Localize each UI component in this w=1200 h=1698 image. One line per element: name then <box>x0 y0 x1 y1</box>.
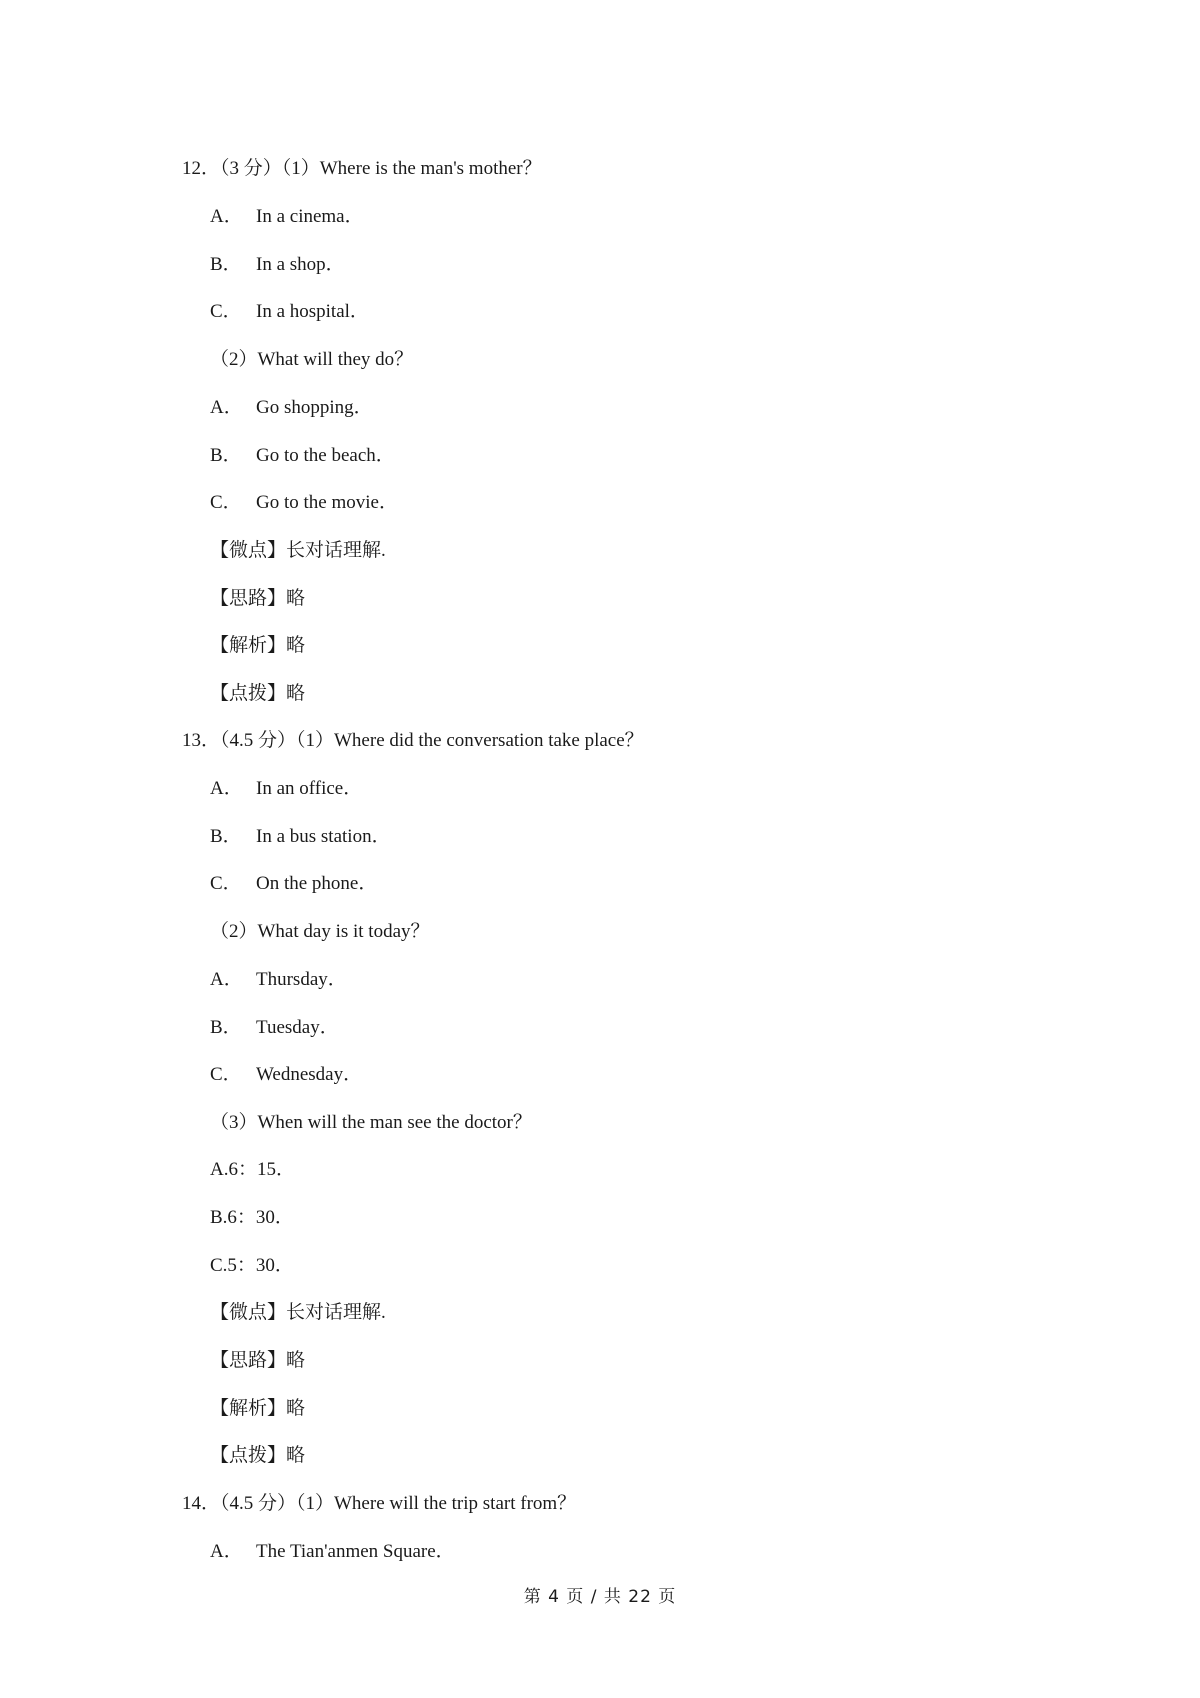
q12-weidian: 【微点】长对话理解. <box>210 540 386 561</box>
option-text: In a bus station． <box>256 826 391 847</box>
option-letter: A． <box>210 969 243 990</box>
option-letter: A． <box>210 206 243 227</box>
question-14-header: 14．（4.5 分）（1）Where will the trip start from？ <box>182 1493 577 1514</box>
q13-part2-option-b <box>210 1016 339 1040</box>
q13-part1-option-b <box>210 825 391 849</box>
q13-part3-option-b: B.6：30． <box>210 1207 294 1228</box>
q13-part2-question: （2）What day is it today？ <box>210 921 430 942</box>
page-number-footer: 第 4 页 / 共 22 页 <box>523 1587 677 1607</box>
q13-part3-option-c: C.5：30． <box>210 1255 294 1276</box>
option-text: In a shop． <box>256 254 345 275</box>
q13-part3-option-a: A.6：15． <box>210 1159 295 1180</box>
option-text: Go to the movie． <box>256 492 398 513</box>
option-text: In an office． <box>256 778 363 799</box>
q12-part2-option-a <box>210 396 373 420</box>
q13-part2-option-c <box>210 1063 362 1087</box>
option-text: Go shopping． <box>256 397 373 418</box>
q12-jiexi: 【解析】略 <box>210 635 306 656</box>
option-text: The Tian'anmen Square． <box>256 1541 455 1562</box>
option-letter: A． <box>210 1541 243 1562</box>
option-letter: B． <box>210 1017 242 1038</box>
q12-part2-option-b <box>210 444 395 468</box>
q13-part1-option-c <box>210 872 377 896</box>
option-letter: A． <box>210 778 243 799</box>
q13-part3-question: （3）When will the man see the doctor？ <box>210 1112 532 1133</box>
option-letter: A． <box>210 397 243 418</box>
q13-jiexi: 【解析】略 <box>210 1398 306 1419</box>
q12-part2-question: （2）What will they do？ <box>210 349 414 370</box>
q13-silu: 【思路】略 <box>210 1350 306 1371</box>
option-text: Thursday． <box>256 969 347 990</box>
question-13-header: 13．（4.5 分）（1）Where did the conversation take place？ <box>182 730 644 751</box>
q12-dianbo: 【点拨】略 <box>210 683 306 704</box>
q12-part2-option-c <box>210 491 398 515</box>
option-letter: B． <box>210 445 242 466</box>
q12-part1-option-c <box>210 300 369 324</box>
q12-part1-option-a <box>210 205 364 229</box>
option-text: In a cinema． <box>256 206 364 227</box>
option-text: Tuesday． <box>256 1017 339 1038</box>
q12-silu: 【思路】略 <box>210 588 306 609</box>
option-text: Go to the beach． <box>256 445 395 466</box>
q13-weidian: 【微点】长对话理解. <box>210 1302 386 1323</box>
option-text: Wednesday． <box>256 1064 363 1085</box>
q13-part2-option-a <box>210 968 347 992</box>
option-text: In a hospital． <box>256 301 369 322</box>
option-letter: B． <box>210 826 242 847</box>
option-text: On the phone． <box>256 873 378 894</box>
q13-dianbo: 【点拨】略 <box>210 1445 306 1466</box>
question-12-header: 12．（3 分）（1）Where is the man's mother？ <box>182 158 542 179</box>
q12-part1-option-b <box>210 253 345 277</box>
option-letter: B． <box>210 254 242 275</box>
option-letter: C． <box>210 873 242 894</box>
option-letter: C． <box>210 492 242 513</box>
q14-part1-option-a <box>210 1540 455 1564</box>
q13-part1-option-a <box>210 777 362 801</box>
option-letter: C． <box>210 301 242 322</box>
option-letter: C． <box>210 1064 242 1085</box>
